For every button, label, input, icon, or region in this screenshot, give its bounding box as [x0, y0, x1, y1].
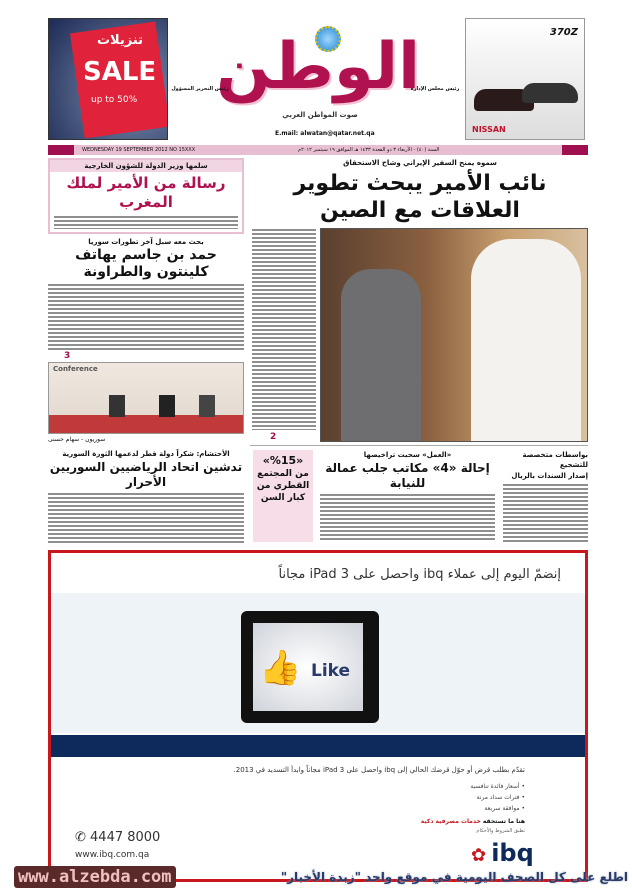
- ibq-flower-icon: ✿: [471, 845, 487, 866]
- labour-kicker: «العمل» سحبت تراخيصها: [363, 451, 452, 459]
- ibq-tagline: هنا ما تستحقه خدمات مصرفية ذكية: [420, 818, 525, 825]
- labour-headline[interactable]: إحالة «4» مكاتب جلب عمالة للنيابة: [325, 461, 490, 490]
- conference-photo: [48, 362, 244, 434]
- date-english: WEDNESDAY 19 SEPTEMBER 2012 NO 15XXX: [82, 147, 196, 153]
- nissan-model: 370Z: [549, 27, 578, 38]
- stat-text: من المجتمع القطري من كبار السن: [256, 469, 310, 503]
- right-headline[interactable]: إصدار السندات بالريال: [511, 472, 588, 480]
- email: E.mail: alwatan@qatar.net.qa: [275, 130, 375, 137]
- lead-photo: [320, 228, 588, 442]
- syria-kicker: بحث معه سبل آخر تطورات سوريا: [88, 238, 204, 246]
- athletes-body: [48, 492, 244, 543]
- labour-body: [320, 493, 495, 542]
- ibq-bullet: • موافقة سريعة: [484, 805, 525, 812]
- lead-story: [252, 158, 588, 442]
- watermark-text: اطلع على كل الصحف اليومية في موقع واحد "زبدة الأخبار": [280, 870, 628, 884]
- lead-page-ref[interactable]: 2: [270, 432, 277, 442]
- morocco-kicker: سلمها وزير الدولة للشؤون الخارجية: [50, 160, 242, 172]
- sale-ad-sub: up to 50%: [91, 95, 138, 105]
- morocco-headline[interactable]: رسالة من الأمير لملك المغرب: [66, 174, 226, 211]
- conference-banner: Conference: [53, 365, 98, 373]
- athletes-kicker: الأحتشام: شكراً دولة قطر لدعمها الثورة السورية: [62, 450, 230, 458]
- ibq-bullet: • فترات سداد مرنة: [476, 794, 525, 801]
- right-story: [503, 450, 588, 542]
- ibq-phone[interactable]: ✆ 4447 8000: [75, 830, 161, 845]
- syria-photo-caption: سوريون - سهام حسنى: [48, 436, 106, 443]
- labour-story: [320, 450, 495, 542]
- right-kicker: بواسطات متخصصة للتشجيع: [522, 451, 588, 469]
- sale-ad-main: SALE: [83, 57, 157, 87]
- ibq-ad[interactable]: [48, 550, 588, 882]
- newspaper-title: الوطن: [216, 30, 420, 104]
- sale-ad[interactable]: [48, 18, 168, 140]
- ibq-website[interactable]: www.ibq.com.qa: [75, 850, 150, 860]
- watermark-url[interactable]: www.alzebda.com: [14, 866, 176, 888]
- left-column: [48, 158, 244, 444]
- like-label: Like: [311, 661, 351, 681]
- syria-headline[interactable]: حمد بن جاسم يهاتف كلينتون والطراونة: [75, 247, 217, 280]
- ibq-logo: ✿ ibq: [471, 839, 534, 867]
- nissan-ad[interactable]: [465, 18, 585, 140]
- right-body: [503, 483, 588, 542]
- ibq-bullets: [470, 781, 525, 814]
- syria-page-ref[interactable]: 3: [64, 351, 71, 361]
- morocco-box: [48, 158, 244, 234]
- car-image-2: [522, 83, 578, 103]
- ibq-terms: تطبق الشروط والأحكام: [476, 828, 525, 834]
- lead-headline[interactable]: نائب الأمير يبحث تطوير العلاقات مع الصين: [293, 171, 547, 223]
- athletes-story: [48, 449, 244, 543]
- slogan: صوت المواطن العربي: [282, 111, 358, 119]
- ibq-body: تقدّم بطلب قرض أو حوّل قرضك الحالي إلى ibq واحصل على iPad 3 مجاناً وابدأ التسديد في 2013.: [233, 766, 525, 774]
- stat-value: «%15»: [262, 454, 304, 467]
- ibq-headline: إنضمّ اليوم إلى عملاء ibq واحصل على iPad 3 مجاناً: [278, 567, 561, 582]
- athletes-headline[interactable]: تدشين اتحاد الرياضيين السوريين الأحرار: [49, 460, 243, 489]
- ibq-blue-band: [51, 735, 585, 757]
- lead-kicker: سموه يمنح السفير الإيراني وشاح الاستحقاق: [343, 159, 497, 167]
- thumbs-up-icon: 👍: [259, 648, 302, 688]
- ipad-image: [241, 611, 379, 723]
- divider: [250, 445, 588, 446]
- date-bar: [48, 145, 588, 155]
- sale-ad-top: تنزيلات: [96, 33, 144, 48]
- chairman-label: رئيس مجلس الإدارة: [410, 86, 460, 92]
- ibq-bullet: • أسعار فائدة تنافسية: [470, 783, 525, 790]
- syria-body: [48, 283, 244, 351]
- nissan-brand: NISSAN: [472, 125, 506, 134]
- date-arabic: السنة (٤٠) - الأربعاء ٣ ذو القعدة ١٤٣٣ هـ الموافق ١٩ سبتمبر ٢٠١٢م: [298, 147, 440, 153]
- lead-body: [252, 228, 316, 430]
- editor-label: رئيس التحرير المسؤول: [171, 86, 229, 92]
- masthead: [170, 18, 462, 142]
- stat-box: [253, 450, 313, 542]
